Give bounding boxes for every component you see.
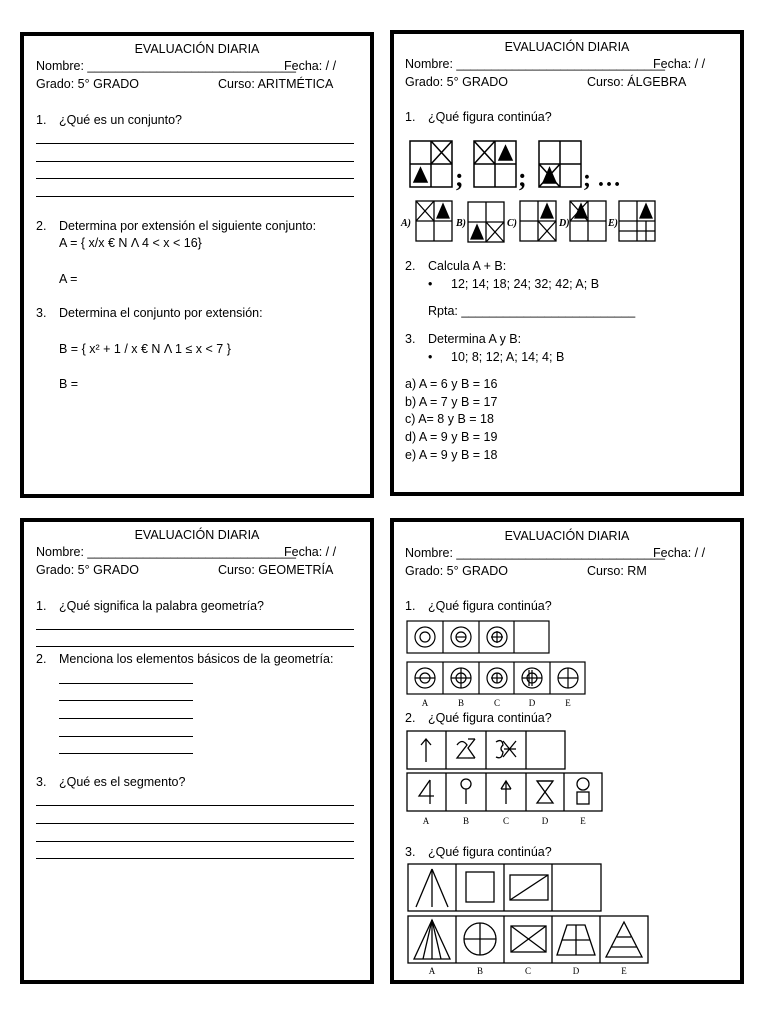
- course-label: Curso: GEOMETRÍA: [218, 563, 334, 577]
- name-label: Nombre: ______________________________: [405, 546, 665, 560]
- fan-shape: [416, 869, 448, 907]
- answer-line[interactable]: [36, 805, 354, 806]
- card-aritmetica: [20, 32, 374, 498]
- answer-option[interactable]: a) A = 6 y B = 16: [405, 377, 498, 391]
- question-number: 2.: [405, 259, 416, 273]
- answer-option[interactable]: d) A = 9 y B = 19: [405, 430, 498, 444]
- option-letter: D: [541, 816, 549, 826]
- option-c: [520, 201, 556, 241]
- name-label: Nombre: ______________________________: [36, 59, 296, 73]
- question-text: Determina por extensión el siguiente conjunto:: [59, 219, 317, 233]
- option-a: [415, 668, 435, 688]
- option-d: [570, 201, 606, 241]
- option-letter: E: [580, 816, 586, 826]
- bullet-icon: •: [428, 277, 433, 291]
- question-number: 1.: [36, 113, 47, 127]
- answer-line[interactable]: [36, 196, 354, 197]
- grid-figure-1: [410, 141, 452, 187]
- grade-label: Grado: 5° GRADO: [36, 77, 139, 91]
- question-text: ¿Qué figura continúa?: [428, 711, 552, 725]
- question-text: Menciona los elementos básicos de la geometría:: [59, 652, 334, 666]
- name-label: Nombre: ______________________________: [405, 57, 665, 71]
- option-e: [577, 778, 589, 804]
- card-title: EVALUACIÓN DIARIA: [134, 528, 260, 542]
- answer-line[interactable]: [36, 629, 354, 630]
- option-c: [487, 668, 507, 688]
- question-text: ¿Qué figura continúa?: [428, 599, 552, 613]
- question-number: 2.: [405, 711, 416, 725]
- question-text: ¿Qué significa la palabra geometría?: [59, 599, 264, 613]
- option-d: [557, 925, 595, 955]
- answer-line[interactable]: [36, 841, 354, 842]
- option-letter: C): [507, 218, 517, 229]
- answer-line[interactable]: [59, 683, 193, 684]
- option-c: [511, 926, 546, 952]
- answer-line[interactable]: [59, 753, 193, 754]
- answer-line[interactable]: [59, 700, 193, 701]
- rect-diagonal-shape: [510, 875, 548, 900]
- number-sequence: 10; 8; 12; A; 14; 4; B: [451, 350, 565, 364]
- answer-line[interactable]: [36, 143, 354, 144]
- option-letter: A: [421, 698, 429, 708]
- option-letter: D): [559, 218, 570, 229]
- answer-options: [400, 199, 660, 249]
- course-label: Curso: ÁLGEBRA: [587, 75, 687, 89]
- question-text: ¿Qué es un conjunto?: [59, 113, 182, 127]
- option-a: [416, 201, 452, 241]
- circle-figure-2: [451, 627, 471, 647]
- answer-line[interactable]: [36, 858, 354, 859]
- card-title: EVALUACIÓN DIARIA: [134, 42, 260, 56]
- date-label: Fecha: / /: [284, 59, 337, 73]
- grade-label: Grado: 5° GRADO: [36, 563, 139, 577]
- option-d: [537, 781, 553, 803]
- sequence-ellipsis: ; …: [583, 166, 621, 192]
- option-b: [461, 779, 471, 804]
- option-letter: C: [524, 966, 532, 976]
- question-number: 1.: [405, 599, 416, 613]
- option-e: [558, 668, 578, 688]
- option-letter: B: [476, 966, 484, 976]
- option-d: [522, 668, 542, 688]
- question-number: 2.: [36, 219, 47, 233]
- option-letter: E: [621, 966, 627, 976]
- symbol-options: [406, 772, 606, 828]
- square-shape: [466, 872, 494, 902]
- circle-figure-1: [415, 627, 435, 647]
- circle-sequence: [406, 620, 556, 656]
- question-text: ¿Qué figura continúa?: [428, 110, 552, 124]
- answer-prompt: A =: [59, 272, 78, 286]
- question-text: Determina el conjunto por extensión:: [59, 306, 263, 320]
- set-definition: B = { x² + 1 / x € N Λ 1 ≤ x < 7 }: [59, 342, 231, 356]
- option-letter: D: [572, 966, 580, 976]
- question-text: ¿Qué es el segmento?: [59, 775, 186, 789]
- double-symbol: [457, 739, 475, 758]
- shape-sequence: [407, 863, 603, 913]
- answer-line[interactable]: [59, 736, 193, 737]
- date-label: Fecha: / /: [284, 545, 337, 559]
- option-c: [501, 781, 511, 804]
- sequence-separator: ;: [455, 163, 464, 192]
- option-letter: B): [456, 218, 466, 229]
- grid-figure-2: [474, 141, 516, 187]
- question-text: Determina A y B:: [428, 332, 522, 346]
- option-b: [451, 668, 471, 688]
- answer-line[interactable]: [36, 178, 354, 179]
- course-label: Curso: ARITMÉTICA: [218, 77, 334, 91]
- name-label: Nombre: ______________________________: [36, 545, 296, 559]
- option-a: [414, 920, 450, 959]
- grade-label: Grado: 5° GRADO: [405, 564, 508, 578]
- option-letter: A: [428, 966, 436, 976]
- question-number: 3.: [405, 845, 416, 859]
- question-number: 3.: [36, 306, 47, 320]
- figure-sequence: [405, 138, 645, 198]
- answer-prompt: B =: [59, 377, 79, 391]
- question-text: ¿Qué figura continúa?: [428, 845, 552, 859]
- answer-line[interactable]: [59, 718, 193, 719]
- option-e: [606, 922, 642, 957]
- bullet-icon: •: [428, 350, 433, 364]
- question-text: Calcula A + B:: [428, 259, 507, 273]
- card-title: EVALUACIÓN DIARIA: [504, 40, 630, 54]
- number-sequence: 12; 14; 18; 24; 32; 42; A; B: [451, 277, 600, 291]
- shape-options: [407, 915, 652, 975]
- option-letter: A: [422, 816, 430, 826]
- answer-line[interactable]: [36, 823, 354, 824]
- triple-symbol: [496, 741, 516, 758]
- option-letter: E): [608, 218, 618, 229]
- circle-figure-3: [487, 627, 507, 647]
- card-geometria: [20, 518, 374, 984]
- answer-line[interactable]: [36, 646, 354, 647]
- option-b: [468, 202, 504, 242]
- option-letter: C: [493, 698, 501, 708]
- grid-figure-3: [539, 141, 581, 187]
- option-letter: D: [528, 698, 536, 708]
- option-e: [619, 201, 655, 241]
- set-definition: A = { x/x € N Λ 4 < x < 16}: [59, 236, 202, 250]
- option-letter: C: [502, 816, 510, 826]
- question-number: 2.: [36, 652, 47, 666]
- answer-option[interactable]: e) A = 9 y B = 18: [405, 448, 498, 462]
- question-number: 3.: [405, 332, 416, 346]
- grade-label: Grado: 5° GRADO: [405, 75, 508, 89]
- symbol-sequence: [406, 730, 568, 772]
- date-label: Fecha: / /: [653, 546, 706, 560]
- option-letter: A): [401, 218, 411, 229]
- answer-option[interactable]: b) A = 7 y B = 17: [405, 395, 498, 409]
- option-letter: B: [462, 816, 470, 826]
- question-number: 1.: [405, 110, 416, 124]
- course-label: Curso: RM: [587, 564, 647, 578]
- question-number: 1.: [36, 599, 47, 613]
- answer-line[interactable]: [36, 161, 354, 162]
- date-label: Fecha: / /: [653, 57, 706, 71]
- sequence-separator: ;: [518, 163, 527, 192]
- option-a: [419, 780, 434, 804]
- option-letter: E: [565, 698, 571, 708]
- arrow-symbol: [421, 739, 431, 762]
- answer-option[interactable]: c) A= 8 y B = 18: [405, 412, 494, 426]
- card-title: EVALUACIÓN DIARIA: [504, 529, 630, 543]
- option-b: [464, 923, 496, 955]
- option-letter: B: [457, 698, 465, 708]
- question-number: 3.: [36, 775, 47, 789]
- circle-options: [406, 661, 591, 711]
- answer-line[interactable]: Rpta: _________________________: [428, 304, 636, 318]
